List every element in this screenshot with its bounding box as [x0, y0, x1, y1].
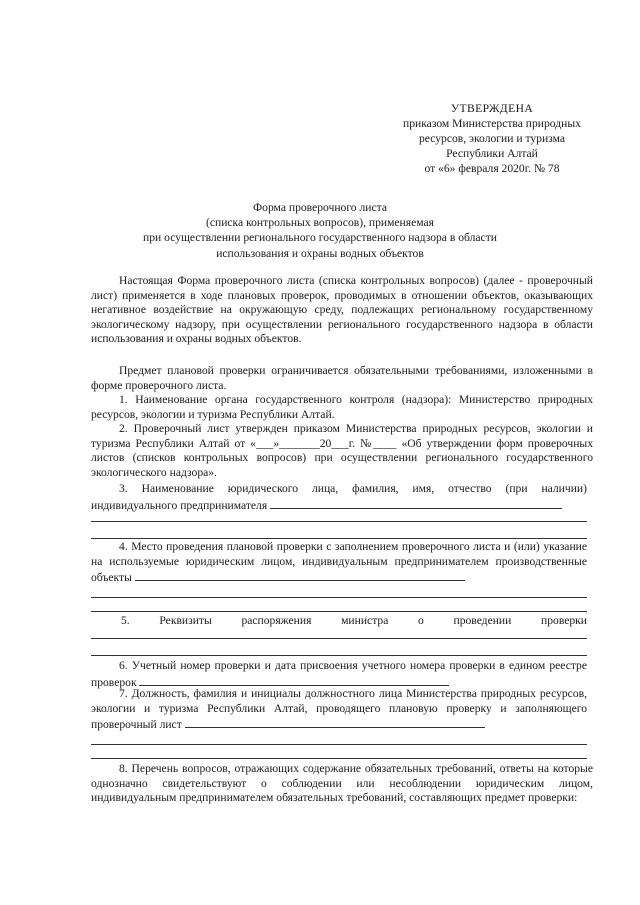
blank-line[interactable] — [91, 538, 587, 539]
title-line: использования и охраны водных объектов — [216, 246, 424, 260]
blank-line[interactable] — [91, 744, 587, 745]
item-5-word: о — [418, 614, 424, 627]
item-6-text: 6. Учетный номер проверки и дата присвоения учетного номера проверки в едином реестре проверок — [91, 659, 587, 689]
item-6 — [91, 659, 587, 690]
item-5-word: министра — [341, 614, 389, 627]
fill-line[interactable] — [135, 569, 465, 581]
blank-line[interactable] — [91, 638, 587, 639]
item-5-word: распоряжения — [241, 614, 312, 627]
fill-line[interactable] — [139, 674, 449, 686]
item-5 — [121, 614, 587, 629]
approval-date: от «6» февраля 2020г. № 78 — [424, 162, 560, 175]
fill-line[interactable] — [270, 497, 562, 509]
approval-stamp — [392, 101, 592, 176]
title-line: Форма проверочного листа — [252, 201, 387, 214]
item-5-word: Реквизиты — [159, 614, 212, 627]
item-8: 8. Перечень вопросов, отражающих содержание обязательных требований, ответы на которые однозначно свидетельствуют о соблюдении или несоблюдении юридическим лицом, индивидуальным предпринимателем обязательных требований, составляющих предмет проверки: — [91, 762, 593, 805]
approval-heading: УТВЕРЖДЕНА — [450, 102, 534, 115]
limit-paragraph: Предмет плановой проверки ограничивается обязательными требованиями, изложенными в форме проверочного листа. — [91, 364, 593, 392]
blank-line[interactable] — [91, 611, 587, 612]
item-5-word: проведении — [453, 614, 512, 627]
item-3 — [91, 482, 587, 513]
item-3-text: 3. Наименование юридического лица, фамилия, имя, отчество (при наличии) индивидуального предпринимателя — [91, 482, 587, 512]
item-4-text: 4. Место проведения плановой проверки с заполнением проверочного листа и (или) указание на используемые юридическим лицом, индивидуальным предпринимателем производственные объекты — [91, 540, 587, 585]
intro-paragraph: Настоящая Форма проверочного листа (списка контрольных вопросов) (далее - проверочный лист) применяется в ходе плановых проверок, проводимых в отношении объектов, оказывающих негативное воздействие на окружающую среду, подлежащих региональному государственному экологическому надзору, при осуществлении регионального государственного надзора в области использования и охраны водных объектов. — [91, 274, 593, 346]
approval-line: приказом Министерства природных — [403, 117, 581, 130]
title-line: при осуществлении регионального государственного надзора в области — [143, 231, 497, 245]
blank-line[interactable] — [91, 521, 587, 522]
item-5-word: проверки — [541, 614, 587, 627]
blank-line[interactable] — [91, 597, 587, 598]
blank-line[interactable] — [91, 758, 587, 759]
approval-line: Республики Алтай — [446, 147, 538, 160]
fill-line[interactable] — [185, 716, 485, 728]
item-7-text: 7. Должность, фамилия и инициалы должностного лица Министерства природных ресурсов, экологии и туризма Республики Алтай, проводящего плановую проверку и заполняющего проверочный лист — [91, 687, 587, 732]
blank-line[interactable] — [91, 655, 587, 656]
approval-line: ресурсов, экологии и туризма — [419, 132, 565, 145]
title-line: (списка контрольных вопросов), применяемая — [206, 216, 434, 230]
item-1: 1. Наименование органа государственного контроля (надзора): Министерство природных ресурсов, экологии и туризма Республики Алтай. — [91, 393, 593, 421]
item-7 — [91, 687, 587, 733]
document-title — [120, 200, 520, 261]
item-2: 2. Проверочный лист утвержден приказом Министерства природных ресурсов, экологии и туризма Республики Алтай от «___»_______20___г. №____ «Об утверждении форм проверочных листов (списков контрольных вопросов) при осуществлении регионального государственного экологического надзора». — [91, 422, 593, 479]
item-4 — [91, 540, 587, 586]
item-5-word: 5. — [121, 614, 130, 627]
